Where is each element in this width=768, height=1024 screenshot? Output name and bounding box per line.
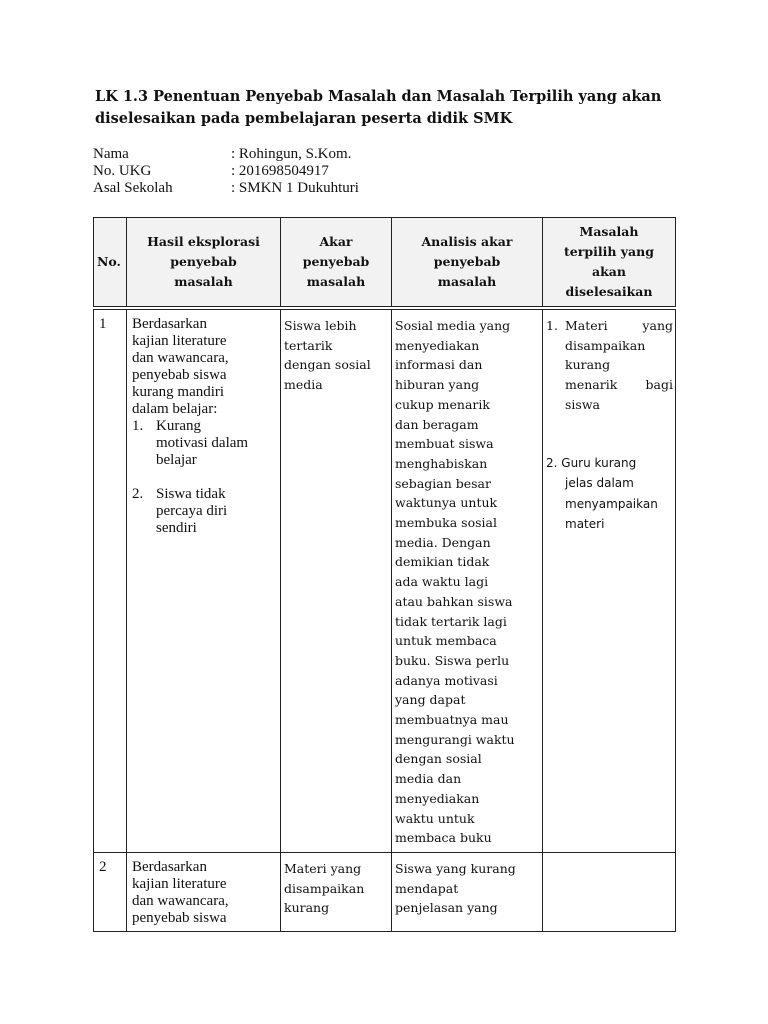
cell-line: Siswa yang kurang [395,860,516,876]
table-header-row [94,218,676,307]
title-line-2: diselesaikan pada pembelajaran peserta didik SMK [95,110,513,127]
cell-line: Siswa tidak [156,486,226,502]
cell-line: tidak tertarik lagi [395,613,507,629]
cell-line: penyebab siswa [132,909,227,926]
cell-line: kurang mandiri [132,384,225,400]
cell-line: kurang [565,357,611,373]
title-line-1: LK 1.3 Penentuan Penyebab Masalah dan Masalah Terpilih yang akan [95,88,662,105]
cell-line: sebagian besar [395,475,491,491]
cell-line: menyediakan [395,337,480,353]
list-number: 1. [546,318,558,333]
cell-line: belajar [156,452,197,468]
identity-label: Nama [93,146,129,162]
cell-line: sendiri [156,520,197,536]
table-row [94,852,676,931]
cell-line: membaca buku [395,830,492,846]
cell-line: siswa [565,396,600,412]
identity-label: Asal Sekolah [93,180,173,196]
problem-table [93,217,676,932]
cell-line: kajian literature [132,333,227,349]
header-masalah [543,218,676,307]
cell-line: ada waktu lagi [395,574,489,590]
header-hasil [127,218,281,307]
header-line: Masalah [579,224,639,239]
list-item [546,453,673,535]
cell-line: cukup menarik [395,396,490,412]
cell-line: kurang [284,900,330,916]
cell-line: untuk membaca [395,633,497,649]
identity-value: : 201698504917 [231,163,329,179]
cell-masalah [543,852,676,931]
header-line: masalah [174,274,233,289]
cell-line: dan beragam [395,416,479,432]
cell-line: Materi yang [284,860,362,876]
identity-row-sekolah [93,180,359,197]
cell-line: Berdasarkan [132,858,207,875]
list-item [132,418,278,469]
cell-line: waktunya untuk [395,495,498,511]
identity-value: : SMKN 1 Dukuhturi [231,180,359,196]
header-line: masalah [437,274,497,289]
table-row [94,310,676,853]
cell-line: 2. Guru kurang [546,455,637,470]
header-line: penyebab [433,254,501,269]
cell-line: penyebab siswa [132,367,227,383]
cell-line: menghabiskan [395,455,488,471]
header-line: penyebab [170,254,237,269]
identity-value: : Rohingun, S.Kom. [231,146,352,162]
cell-line: tertarik [284,337,333,353]
list-item [546,316,673,415]
cell-line: menyampaikan [565,496,658,511]
cell-line: penjelasan yang [395,900,498,916]
cell-line: Berdasarkan [132,316,207,332]
header-line: terpilih yang [564,244,654,259]
document-title [95,86,685,130]
cell-line: Siswa lebih [284,318,357,333]
cell-line: informasi dan [395,357,483,373]
header-line: masalah [306,274,366,289]
cell-line: menarik bagi [565,377,673,393]
row-number: 1 [94,310,127,853]
cell-akar [281,310,392,853]
identity-row-nama [93,146,359,163]
cell-line: dengan sosial [395,751,482,767]
cell-line: membuatnya mau [395,712,509,728]
cell-line: menyediakan [395,790,480,806]
cell-analisis [392,852,543,931]
cell-line: media [284,377,323,393]
cell-analisis [392,310,543,853]
identity-label: No. UKG [93,163,152,179]
cell-hasil [127,310,281,853]
cell-line: media dan [395,771,462,787]
header-analisis [392,218,543,307]
cell-line: atau bahkan siswa [395,593,513,609]
identity-block [93,146,359,197]
identity-row-ukg [93,163,359,180]
cell-line: hiburan yang [395,377,480,393]
cell-line: percaya diri [156,503,228,519]
header-no: No. [94,218,127,307]
header-line: diselesaikan [565,284,653,299]
cell-akar [281,852,392,931]
cell-line: kajian literature [132,875,227,892]
cell-line: disampaikan [284,880,365,896]
header-line: Akar [319,234,353,249]
cell-line: adanya motivasi [395,672,498,688]
list-number: 2. [132,486,144,502]
cell-line: jelas dalam [565,476,634,491]
cell-line: mengurangi waktu [395,731,515,747]
cell-line: mendapat [395,880,459,896]
cell-masalah [543,310,676,853]
cell-line: yang dapat [395,692,466,708]
cell-line: demikian tidak [395,554,490,570]
cell-line: materi [565,517,605,532]
cell-line: dan wawancara, [132,892,229,909]
cell-line: Materi yang [565,318,673,333]
cell-line: buku. Siswa perlu [395,652,510,668]
header-line: penyebab [302,254,370,269]
cell-line: disampaikan [565,337,646,353]
cell-hasil [127,852,281,931]
cell-line: Sosial media yang [395,318,511,333]
cell-line: membuka sosial [395,515,497,531]
header-line: akan [592,264,626,279]
cell-line: dengan sosial [284,357,371,373]
row-number: 2 [94,852,127,931]
cell-line: media. Dengan [395,534,491,550]
header-line: Analisis akar [421,234,513,249]
cell-line: waktu untuk [395,810,475,826]
list-item [132,486,278,537]
cause-list [132,418,278,537]
cell-line: motivasi dalam [156,435,249,451]
header-line: Hasil eksplorasi [147,234,260,249]
cell-line: membuat siswa [395,436,494,452]
cell-line: dan wawancara, [132,350,229,366]
cell-line: dalam belajar: [132,401,218,417]
header-akar [281,218,392,307]
list-number: 1. [132,418,144,434]
cell-line: Kurang [156,418,201,434]
